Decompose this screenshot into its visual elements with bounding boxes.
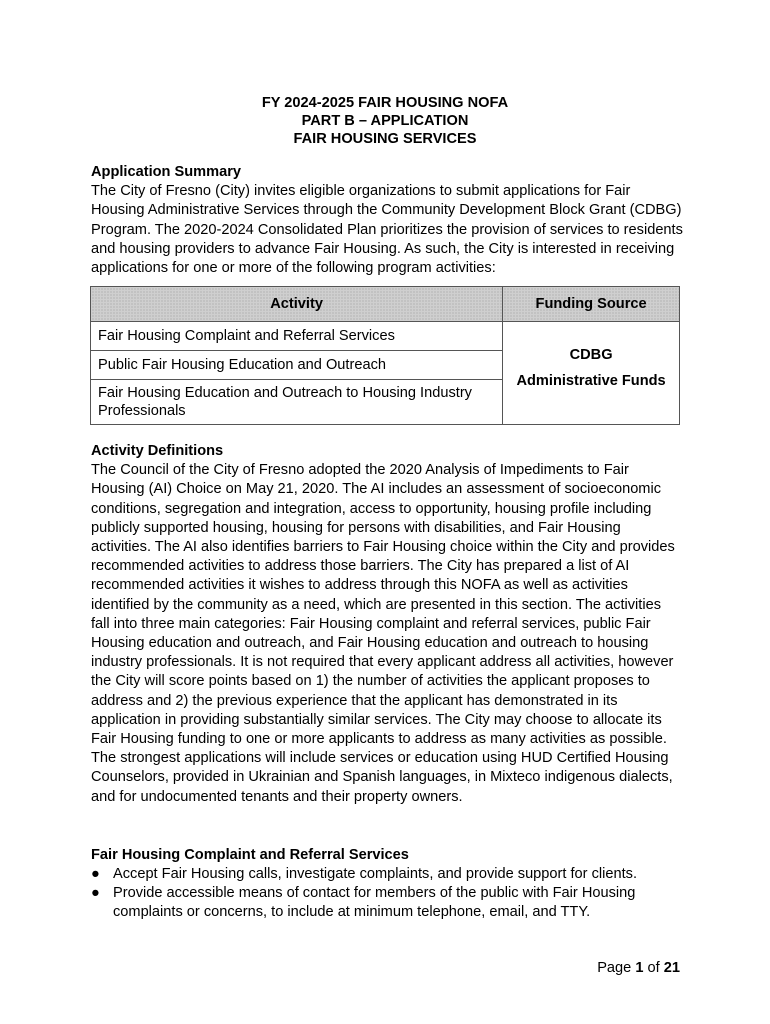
activity-cell: Fair Housing Complaint and Referral Services (91, 322, 503, 351)
activity-cell: Public Fair Housing Education and Outreach (91, 351, 503, 380)
list-item-text: Provide accessible means of contact for members of the public with Fair Housing complaints or concerns, to include at minimum telephone, email, and TTY. (113, 885, 636, 921)
activity-definitions-section (91, 442, 683, 807)
activity-definitions-heading: Activity Definitions (91, 443, 224, 459)
activity-definitions-body: The Council of the City of Fresno adopted the 2020 Analysis of Impediments to Fair Housing (AI) Choice on May 21, 2020. The AI includes an assessment of socioeconomic conditions, segregation and integration, access to opportunity, housing profile including publicly supported housing, housing for persons with disabilities, and Fair Housing activities. The AI also identifies barriers to Fair Housing choice within the City and provides recommended activities to address those barriers. The City has prepared a list of AI recommended activities it wishes to address through this NOFA as well as activities identified by the community as a need, which are presented in this section. The activities fall into three main categories: Fair Housing complaint and referral services, public Fair Housing education and outreach, and Fair Housing education and outreach to housing industry professionals. It is not required that every applicant address all activities, however the City will score points based on 1) the number of activities the applicant proposes to address and 2) the previous experience that the applicant has demonstrated in its application in providing substantially similar services. The City may choose to allocate its Fair Housing funding to one or more applicants to address as many activities as possible. The strongest applications will include services or education using HUD Certified Housing Counselors, provided in Ukrainian and Spanish languages, in Mixteco indigenous dialects, and for undocumented tenants and their property owners. (91, 462, 675, 805)
current-page-number: 1 (635, 960, 644, 976)
bullet-icon: ● (91, 866, 100, 883)
application-summary-heading: Application Summary (91, 164, 242, 180)
funding-source-column-header: Funding Source (503, 287, 680, 322)
page-number-footer (597, 960, 680, 976)
funding-source-line-2: Administrative Funds (516, 373, 666, 389)
activity-cell: Fair Housing Education and Outreach to Housing Industry Professionals (91, 380, 503, 425)
total-page-count: 21 (663, 960, 680, 976)
funding-source-cell (503, 322, 680, 425)
activity-table (90, 286, 680, 425)
title-line-1: FY 2024-2025 FAIR HOUSING NOFA (261, 95, 509, 111)
page-word: Page (597, 960, 632, 976)
list-item (91, 865, 683, 884)
complaint-referral-section (91, 846, 683, 922)
complaint-referral-list (91, 865, 683, 922)
title-line-2: PART B – APPLICATION (301, 113, 469, 129)
list-item (91, 884, 683, 922)
activity-column-header: Activity (91, 287, 503, 322)
document-title-block (0, 94, 770, 148)
application-summary-body: The City of Fresno (City) invites eligible organizations to submit applications for Fair Housing Administrative Services through the Community Development Block Grant (CDBG) Program. The 2020-2024 Consolidated Plan prioritizes the provision of services to residents and housing providers to advance Fair Housing. As such, the City is interested in receiving applications for one or more of the following program activities: (91, 183, 683, 277)
of-word: of (647, 960, 660, 976)
title-line-3: FAIR HOUSING SERVICES (293, 131, 477, 147)
list-item-text: Accept Fair Housing calls, investigate complaints, and provide support for clients. (113, 866, 638, 883)
bullet-icon: ● (91, 885, 100, 902)
table-header-row (91, 287, 680, 322)
table-row (91, 322, 680, 351)
application-summary-section (91, 163, 683, 278)
complaint-referral-heading: Fair Housing Complaint and Referral Services (91, 847, 409, 863)
funding-source-line-1: CDBG (569, 347, 613, 363)
